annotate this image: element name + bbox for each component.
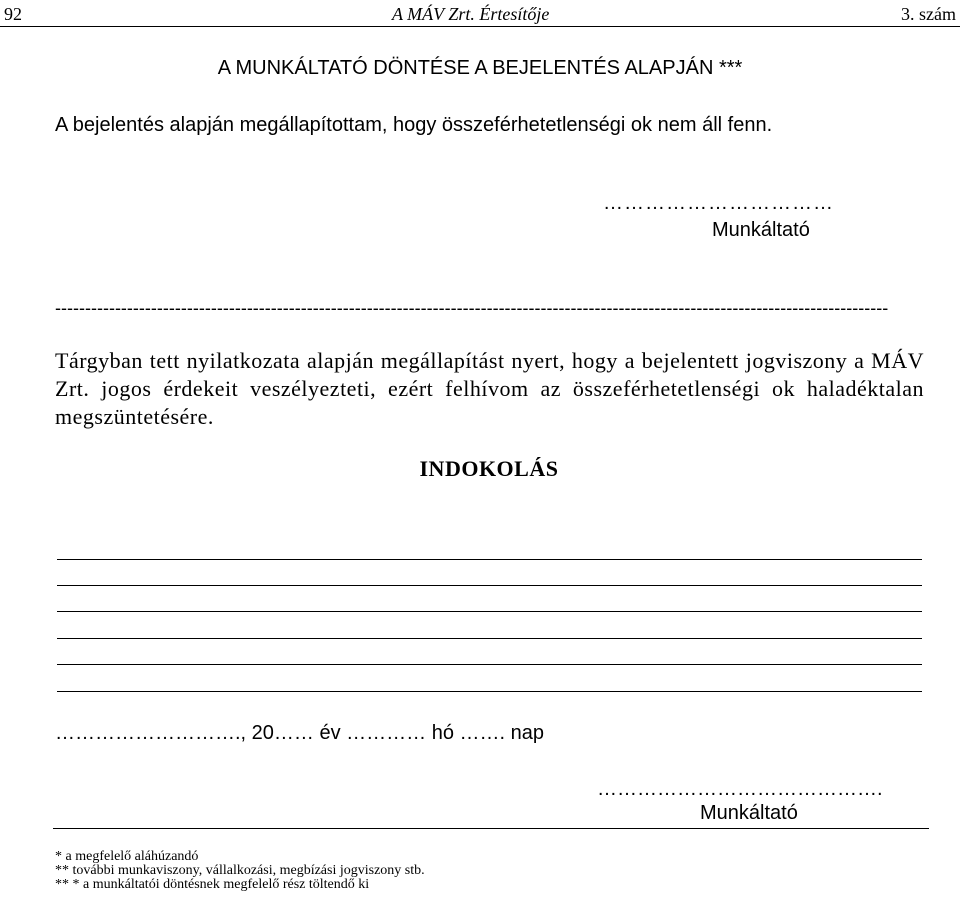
header-rule xyxy=(0,26,960,27)
footnote: * a megfelelő aláhúzandó xyxy=(55,849,199,864)
footnote: ** további munkaviszony, vállalkozási, megbízási jogviszony stb. xyxy=(55,863,425,878)
decision-text: A bejelentés alapján megállapítottam, hogy összeférhetetlenségi ok nem áll fenn. xyxy=(55,114,773,136)
footnote: ** * a munkáltatói döntésnek megfelelő rész töltendő ki xyxy=(55,877,370,892)
writing-line xyxy=(57,691,922,692)
signature-label: Munkáltató xyxy=(700,802,798,824)
section-title: A MUNKÁLTATÓ DÖNTÉSE A BEJELENTÉS ALAPJÁN *** xyxy=(217,57,743,79)
writing-line xyxy=(57,638,922,639)
writing-line xyxy=(57,585,922,586)
page-number: 92 xyxy=(4,4,22,24)
signature-line: ……………………………………. xyxy=(597,778,883,800)
dashed-separator: ------------------------------------------------------------------------------------------------------------------------------------------- xyxy=(55,298,889,318)
writing-line xyxy=(57,611,922,612)
signature-line: …………………………… xyxy=(603,192,834,214)
publication-title: A MÁV Zrt. Értesítője xyxy=(392,4,550,24)
date-line: ………………………., 20…… év ………… hó ……. nap xyxy=(55,722,544,744)
decision-paragraph: Tárgyban tett nyilatkozata alapján megállapítást nyert, hogy a bejelentett jogviszony a MÁV Zrt. jogos érdekeit veszélyezteti, ezért felhívom az összeférhetetlenségi ok haladéktalan megszüntetésére. xyxy=(55,348,924,429)
issue-number: 3. szám xyxy=(901,4,956,24)
signature-label: Munkáltató xyxy=(712,219,810,241)
justification-heading: INDOKOLÁS xyxy=(419,456,559,481)
footnote-rule xyxy=(53,828,929,829)
writing-line xyxy=(57,559,922,560)
writing-line xyxy=(57,664,922,665)
